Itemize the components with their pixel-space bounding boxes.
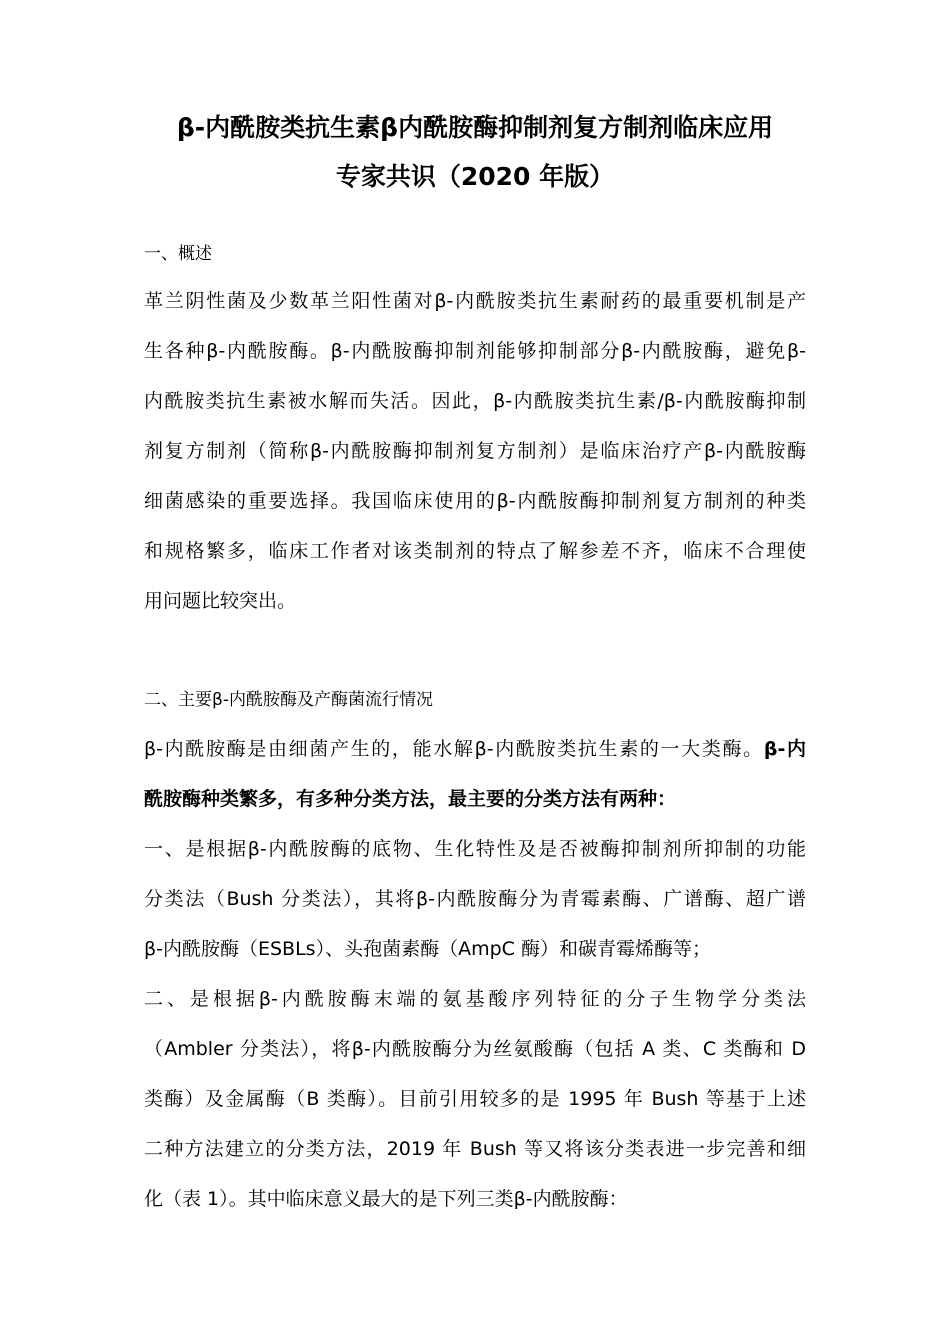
document-title-line-2: 专家共识（2020 年版） [335, 162, 615, 191]
paragraph-line [144, 736, 806, 762]
paragraph-line: 二种方法建立的分类方法，2019 年 Bush 等又将该分类表进一步完善和细 [144, 1138, 806, 1160]
paragraph-line: 类酶）及金属酶（B 类酶）。目前引用较多的是 1995 年 Bush 等基于上述 [144, 1088, 806, 1110]
paragraph-line: 和规格繁多，临床工作者对该类制剂的特点了解参差不齐，临床不合理使 [144, 540, 806, 562]
paragraph-line: 一、是根据β-内酰胺酶的底物、生化特性及是否被酶抑制剂所抑制的功能 [144, 838, 806, 860]
paragraph-line: 用问题比较突出。 [144, 590, 297, 612]
section-2-heading: 二、主要β-内酰胺酶及产酶菌流行情况 [144, 690, 433, 710]
paragraph-line: 分类法（Bush 分类法），其将β-内酰胺酶分为青霉素酶、广谱酶、超广谱 [144, 888, 806, 910]
document-title-line-1: β-内酰胺类抗生素β内酰胺酶抑制剂复方制剂临床应用 [176, 113, 774, 142]
section-1-heading: 一、概述 [144, 244, 212, 264]
paragraph-line: 二、是根据β-内酰胺酶末端的氨基酸序列特征的分子生物学分类法 [144, 988, 806, 1010]
paragraph-line: 生各种β-内酰胺酶。β-内酰胺酶抑制剂能够抑制部分β-内酰胺酶，避免β- [144, 340, 806, 362]
paragraph-line: （Ambler 分类法），将β-内酰胺酶分为丝氨酸酶（包括 A 类、C 类酶和 D [144, 1038, 806, 1060]
paragraph-line: 细菌感染的重要选择。我国临床使用的β-内酰胺酶抑制剂复方制剂的种类 [144, 490, 806, 512]
paragraph-bold-text: β-内 [763, 738, 806, 760]
paragraph-bold-line: 酰胺酶种类繁多，有多种分类方法，最主要的分类方法有两种： [144, 788, 677, 810]
paragraph-line: 内酰胺类抗生素被水解而失活。因此，β-内酰胺类抗生素/β-内酰胺酶抑制 [144, 390, 806, 412]
paragraph-text: β-内酰胺酶是由细菌产生的，能水解β-内酰胺类抗生素的一大类酶。 [144, 738, 764, 760]
paragraph-line: 化（表 1）。其中临床意义最大的是下列三类β-内酰胺酶： [144, 1188, 628, 1210]
paragraph-line: β-内酰胺酶（ESBLs）、头孢菌素酶（AmpC 酶）和碳青霉烯酶等； [144, 938, 711, 960]
paragraph-line: 革兰阴性菌及少数革兰阳性菌对β-内酰胺类抗生素耐药的最重要机制是产 [144, 290, 806, 312]
paragraph-line: 剂复方制剂（简称β-内酰胺酶抑制剂复方制剂）是临床治疗产β-内酰胺酶 [144, 440, 806, 462]
